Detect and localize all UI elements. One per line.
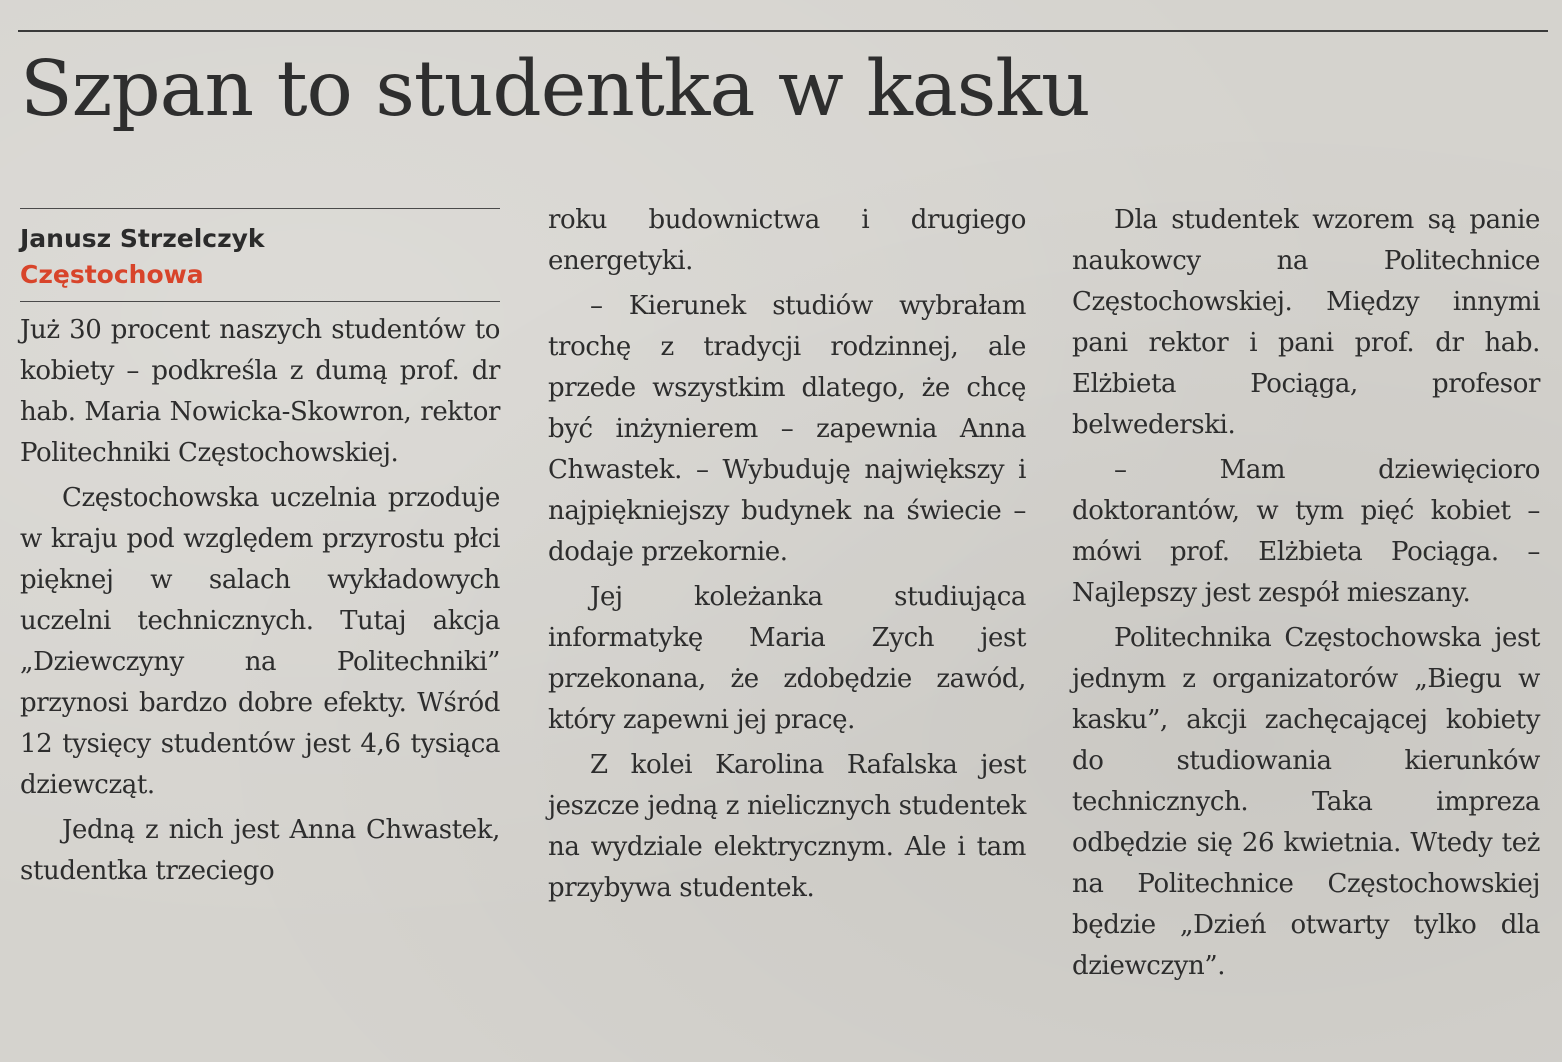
paragraph: Już 30 procent naszych studentów to kobiety – podkreśla z dumą prof. dr hab. Maria Nowicka-Skowron, rektor Politechniki Częstochowskiej. bbox=[20, 315, 500, 468]
column-1 bbox=[20, 205, 500, 896]
column-3 bbox=[1072, 200, 1540, 991]
paragraph: roku budownictwa i drugiego energetyki. bbox=[548, 205, 1026, 276]
headline: Szpan to studentka w kasku bbox=[20, 45, 1090, 134]
paragraph: Częstochowska uczelnia przoduje w kraju pod względem przyrostu płci pięknej w salach wykładowych uczelni technicznych. Tutaj akcja „Dziewczyny na Politechniki” przynosi bardzo dobre efekty. Wśród 12 tysięcy studentów jest 4,6 tysiąca dziewcząt. bbox=[20, 483, 500, 800]
paragraph: Dla studentek wzorem są panie naukowcy na Politechnice Częstochowskiej. Między innymi pani rektor i pani prof. dr hab. Elżbieta Pociąga, profesor belwederski. bbox=[1072, 205, 1540, 440]
paragraph: – Kierunek studiów wybrałam trochę z tradycji rodzinnej, ale przede wszystkim dlatego, że chcę być inżynierem – zapewnia Anna Chwastek. – Wybuduję największy i najpiękniejszy budynek na świecie – dodaje przekornie. bbox=[548, 291, 1026, 567]
paragraph: Jedną z nich jest Anna Chwastek, studentka trzeciego bbox=[20, 815, 500, 886]
byline-rule bbox=[20, 208, 500, 209]
byline-author: Janusz Strzelczyk bbox=[20, 224, 265, 253]
paragraph: Z kolei Karolina Rafalska jest jeszcze jedną z nielicznych studentek na wydziale elektrycznym. Ale i tam przybywa studentek. bbox=[548, 750, 1026, 903]
byline-city: Częstochowa bbox=[20, 260, 204, 289]
byline-rule-bottom bbox=[20, 301, 500, 302]
paragraph: Politechnika Częstochowska jest jednym z organizatorów „Biegu w kasku”, akcji zachęcającej kobiety do studiowania kierunków technicznych. Taka impreza odbędzie się 26 kwietnia. Wtedy też na Politechnice Częstochowskiej będzie „Dzień otwarty tylko dla dziewczyn”. bbox=[1072, 623, 1540, 981]
top-rule bbox=[18, 30, 1548, 32]
column-2 bbox=[548, 200, 1026, 913]
paragraph: – Mam dziewięcioro doktorantów, w tym pięć kobiet – mówi prof. Elżbieta Pociąga. – Najlepszy jest zespół mieszany. bbox=[1072, 455, 1540, 608]
paragraph: Jej koleżanka studiująca informatykę Maria Zych jest przekonana, że zdobędzie zawód, który zapewni jej pracę. bbox=[548, 582, 1026, 735]
